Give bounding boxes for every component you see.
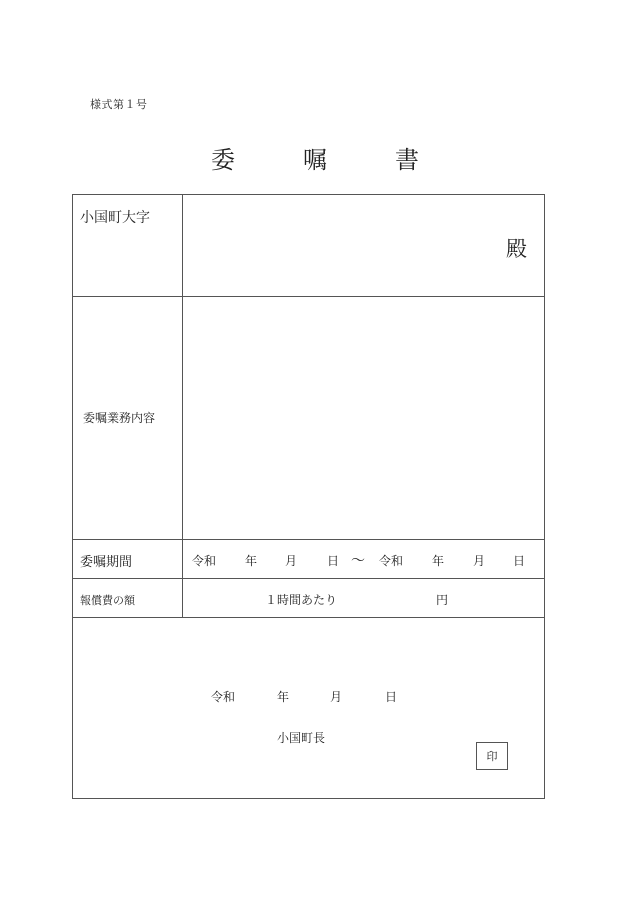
- signature-date-day: 日: [385, 690, 398, 704]
- period-start-day: 日: [327, 554, 340, 568]
- period-end-month: 月: [473, 554, 486, 568]
- fee-field[interactable]: [183, 579, 544, 617]
- signature-date-era: 令和: [211, 690, 236, 704]
- commission-form-table: [72, 194, 545, 799]
- period-end-year: 年: [432, 554, 445, 568]
- fee-row: [73, 579, 544, 618]
- duties-content-field[interactable]: [183, 297, 544, 539]
- signature-date-month: 月: [330, 690, 343, 704]
- period-row: [73, 540, 544, 579]
- fee-currency-label: 円: [436, 593, 449, 607]
- period-start-era: 令和: [192, 554, 217, 568]
- fee-label-cell: [73, 579, 183, 617]
- period-field[interactable]: [183, 540, 544, 578]
- form-number: 様式第１号: [90, 98, 148, 111]
- recipient-label: 小国町大字: [80, 210, 150, 226]
- fee-label: 報償費の額: [80, 594, 135, 607]
- recipient-label-cell: [73, 195, 183, 296]
- fee-per-hour-label: １時間あたり: [265, 593, 338, 607]
- document-title: 委 嘱 書: [211, 146, 441, 174]
- signature-date-year: 年: [277, 690, 290, 704]
- period-end-day: 日: [513, 554, 526, 568]
- recipient-name-field[interactable]: [183, 195, 544, 296]
- period-start-month: 月: [285, 554, 298, 568]
- period-separator: ～: [351, 553, 365, 569]
- issuer-title: 小国町長: [277, 731, 326, 745]
- honorific-label: 殿: [506, 237, 527, 261]
- signature-section: [73, 618, 544, 798]
- recipient-row: [73, 195, 544, 297]
- duties-row: [73, 297, 544, 540]
- period-label: 委嘱期間: [80, 555, 133, 570]
- period-label-cell: [73, 540, 183, 578]
- period-end-era: 令和: [379, 554, 404, 568]
- seal-stamp-box: 印: [476, 742, 508, 770]
- duties-label: 委嘱業務内容: [83, 411, 156, 425]
- duties-label-cell: [73, 297, 183, 539]
- period-start-year: 年: [245, 554, 258, 568]
